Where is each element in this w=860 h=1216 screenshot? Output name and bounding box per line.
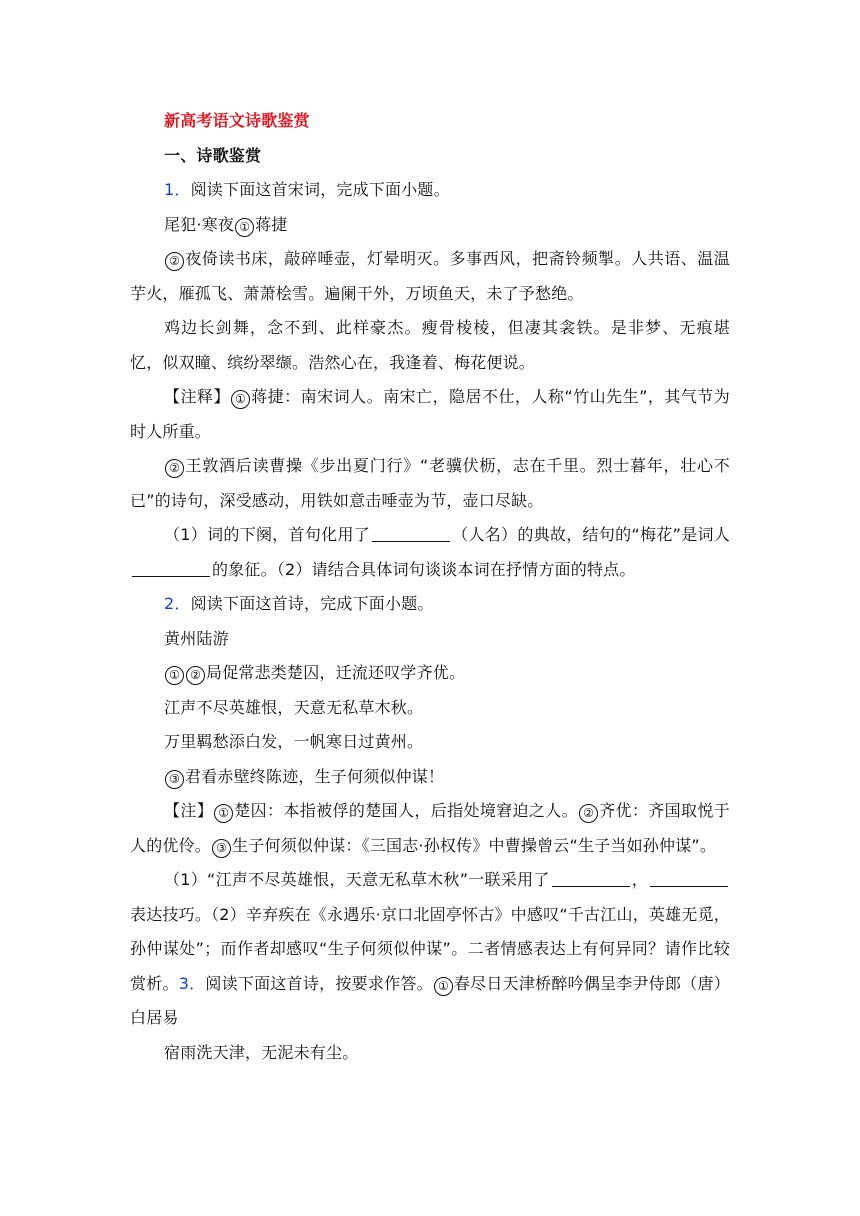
poem-line: 万里羁愁添白发，一帆寒日过黄州。 — [164, 732, 424, 751]
question-number: 3． — [178, 973, 206, 993]
annotation-label: 【注释】 — [164, 387, 230, 406]
sub-question-text: （人名）的典故，结句的“梅花”是词人 — [452, 525, 731, 544]
question-2-prompt — [130, 587, 730, 622]
annotation-text: 楚囚：本指被俘的楚国人，后指处境窘迫之人。 — [234, 801, 579, 820]
footnote-marker: ③ — [212, 839, 231, 858]
question-number: 2． — [164, 594, 191, 613]
poem-title: 黄州陆游 — [164, 628, 229, 648]
footnote-marker: ② — [165, 252, 184, 271]
sub-question-text: （1）“江声不尽英雄恨，天意无私草木秋”一联采用了 — [164, 870, 550, 889]
poem-line: 宿雨洗天津，无泥未有尘。 — [164, 1042, 359, 1062]
footnote-marker: ② — [165, 459, 184, 478]
document-body — [130, 104, 730, 1070]
annotation-label: 【注】 — [164, 801, 214, 820]
question-text: 阅读下面这首宋词，完成下面小题。 — [190, 180, 450, 199]
section-heading: 一、诗歌鉴赏 — [164, 145, 262, 165]
question-text: 阅读下面这首诗，按要求作答。 — [205, 973, 433, 993]
line-text: 君看赤壁终陈迹，生子何须似仲谋！ — [185, 766, 445, 786]
poem-name: 尾犯·寒夜 — [164, 214, 235, 234]
footnote-marker: ① — [214, 804, 233, 823]
poem-line — [130, 656, 730, 691]
footnote-marker: ① — [165, 666, 184, 685]
question-number: 1． — [164, 180, 191, 199]
answer-blank[interactable] — [650, 872, 728, 887]
annotation-1 — [130, 380, 730, 449]
answer-blank[interactable] — [372, 527, 450, 542]
sub-question — [130, 518, 730, 587]
poem-title: 春尽日天津桥醉吟偶呈李尹侍郎（唐）白居易 — [130, 973, 730, 1027]
stanza-text: 夜倚读书床，敲碎唾壶，灯晕明灭。多事西风，把斋铃频掣。人共语、温温芋火，雁孤飞、萧萧桧雪。遍阑干外，万顷鱼天，未了予愁绝。 — [130, 249, 730, 303]
question-text: 阅读下面这首诗，完成下面小题。 — [190, 594, 434, 613]
footnote-marker: ② — [186, 666, 205, 685]
answer-blank[interactable] — [132, 562, 210, 577]
annotation-2 — [130, 449, 730, 518]
sub-question-text: （1）词的下阕，首句化用了 — [164, 525, 371, 544]
answer-blank[interactable] — [552, 872, 630, 887]
poem-stanza-1 — [130, 242, 730, 311]
annotation-text: 蒋捷：南宋词人。南宋亡，隐居不仕，人称“竹山先生”，其气节为时人所重。 — [130, 387, 730, 441]
poem-line — [130, 760, 730, 795]
poem-author: 蒋捷 — [255, 214, 288, 234]
poem-line: 江声不尽英雄恨，天意无私草木秋。 — [164, 697, 424, 717]
document-title: 新高考语文诗歌鉴赏 — [164, 111, 310, 130]
poem-title — [130, 208, 730, 243]
sub-question — [130, 863, 730, 1036]
footnote-marker: ① — [434, 977, 453, 996]
annotation — [130, 794, 730, 863]
question-1-prompt — [130, 173, 730, 208]
annotation-text: 齐优：齐国取悦于人的优伶。 — [130, 801, 730, 855]
annotation-text: 王敦酒后读曹操《步出夏门行》“老骥伏枥，志在千里。烈士暮年，壮心不已”的诗句，深受感动，用铁如意击唾壶为节，壶口尽缺。 — [130, 456, 730, 510]
footnote-marker: ① — [235, 218, 254, 237]
line-text: 局促常悲类楚囚，迁流还叹学齐优。 — [206, 663, 466, 682]
footnote-marker: ③ — [165, 770, 184, 789]
sub-question-text: 的象征。（2）请结合具体词句谈谈本词在抒情方面的特点。 — [212, 559, 636, 579]
sub-question-text: 表达技巧。（2）辛弃疾在《永遇乐·京口北固亭怀古》中感叹“千古江山，英雄无觅，孙仲谋处”；而作者却感叹“生子何须似仲谋”。二者情感表达上有何异同？请作比较赏析。 — [130, 904, 730, 993]
footnote-marker: ② — [579, 804, 598, 823]
footnote-marker: ① — [231, 390, 250, 409]
poem-stanza-2: 鸡边长剑舞，念不到、此样豪杰。瘦骨棱棱，但凄其衾铁。是非梦、无痕堪忆，似双瞳、缤纷翠缬。浩然心在，我逢着、梅花便说。 — [130, 318, 730, 372]
separator: ， — [631, 870, 648, 889]
annotation-text: 生子何须似仲谋：《三国志·孙权传》中曹操曾云“生子当如孙仲谋”。 — [232, 835, 717, 855]
